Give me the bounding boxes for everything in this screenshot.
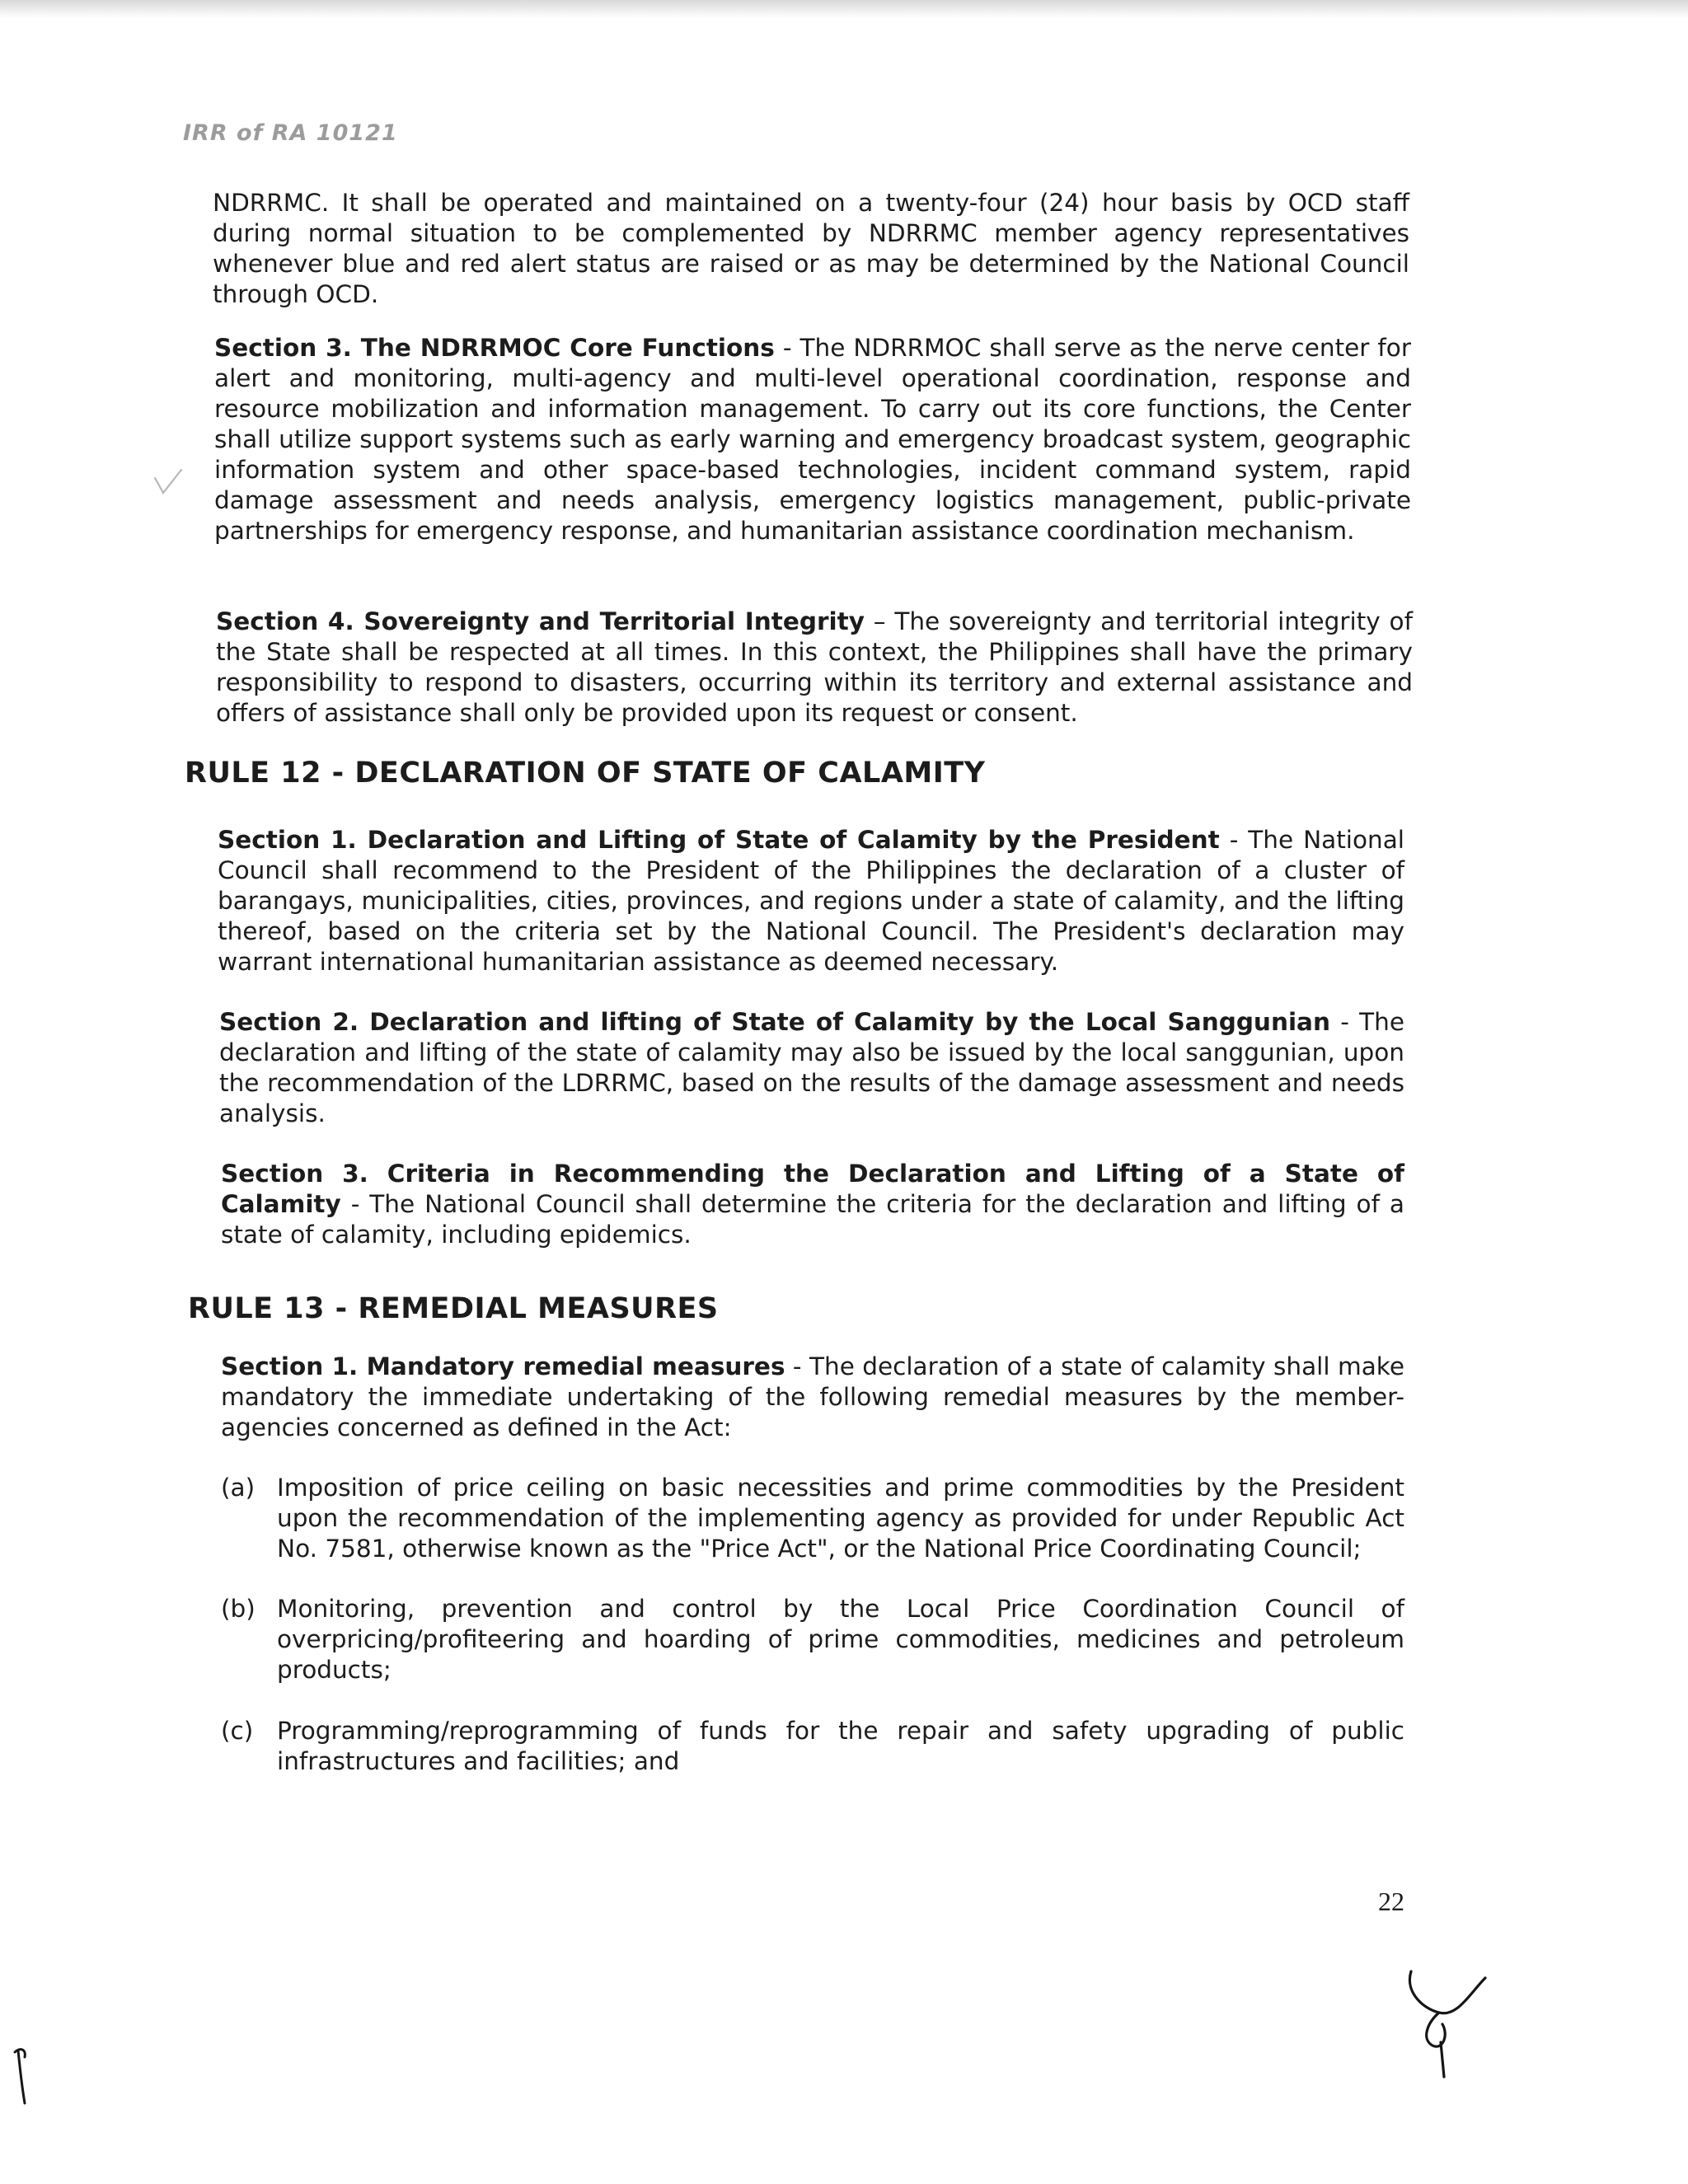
section-title: Section 2. Declaration and lifting of State of Calamity by the Local Sanggunian: [219, 1008, 1330, 1036]
list-item: [221, 1594, 1404, 1685]
section-paragraph: [221, 1352, 1404, 1443]
section-title: Section 3. The NDRRMOC Core Functions: [214, 334, 775, 362]
rule-13-heading: RULE 13 - REMEDIAL MEASURES: [188, 1292, 719, 1325]
section-paragraph: [218, 825, 1404, 977]
section-body: - The declaration of a state of calamity shall make mandatory the immediate undertaking of the following remedial measures by the member-agencies concerned as defined in the Act:: [221, 1352, 1404, 1441]
rule-12-section-3: [221, 1159, 1404, 1250]
remedial-measure-c: [221, 1716, 1404, 1777]
list-item: [221, 1473, 1404, 1564]
rule-12-section-1: [218, 825, 1404, 977]
section-title: Section 1. Mandatory remedial measures: [221, 1352, 785, 1380]
section-title: Section 1. Declaration and Lifting of State of Calamity by the President: [218, 826, 1220, 854]
list-marker: (b): [221, 1595, 256, 1623]
list-marker: (c): [221, 1717, 254, 1745]
section-body: - The National Council shall determine the criteria for the declaration and lifting of a state of calamity, including epidemics.: [221, 1190, 1404, 1249]
section-body: - The National Council shall recommend to the President of the Philippines the declaration of a cluster of barangays, municipalities, cities, provinces, and regions under a state of calamity, and the lifting thereof, based on the criteria set by the National Council. The President's declaration may warrant international humanitarian assistance as deemed necessary.: [218, 826, 1404, 976]
list-marker: (a): [221, 1474, 256, 1502]
rule-12-section-2: [219, 1007, 1404, 1129]
section-paragraph: [216, 607, 1413, 729]
section-body: – The sovereignty and territorial integrity of the State shall be respected at all times. In this context, the Philippines shall have the primary responsibility to respond to disasters, occurring within its territory and external assistance and offers of assistance shall only be provided upon its request or consent.: [216, 607, 1413, 727]
section-body: - The NDRRMOC shall serve as the nerve center for alert and monitoring, multi-agency and multi-level operational coordination, response and resource mobilization and information management. To carry out its core functions, the Center shall utilize support systems such as early warning and emergency broadcast system, geographic information system and other space-based technologies, incident command system, rapid damage assessment and needs analysis, emergency logistics management, public-private partnerships for emergency response, and humanitarian assistance coordination mechanism.: [214, 334, 1411, 545]
section-title: Section 4. Sovereignty and Territorial Integrity: [216, 607, 865, 635]
initial-mark-icon: [7, 2042, 40, 2108]
section-title: Section 3. Criteria in Recommending the Declaration and Lifting of a State of Calamity: [221, 1160, 1404, 1218]
section-4-sovereignty: [216, 607, 1413, 729]
rule-12-heading: RULE 12 - DECLARATION OF STATE OF CALAMITY: [185, 757, 986, 790]
list-item-text: Monitoring, prevention and control by the Local Price Coordination Council of overpricing/profiteering and hoarding of prime commodities, medicines and petroleum products;: [277, 1595, 1404, 1684]
list-item-text: Imposition of price ceiling on basic necessities and prime commodities by the President upon the recommendation of the implementing agency as provided for under Republic Act No. 7581, otherwise known as the "Price Act", or the National Price Coordinating Council;: [277, 1474, 1404, 1563]
section-body: - The declaration and lifting of the state of calamity may also be issued by the local sanggunian, upon the recommendation of the LDRRMC, based on the results of the damage assessment and needs analysis.: [219, 1008, 1405, 1127]
section-paragraph: [214, 333, 1411, 546]
remedial-measure-b: [221, 1594, 1404, 1685]
list-item-text: Programming/reprogramming of funds for the repair and safety upgrading of public infrastructures and facilities; and: [277, 1717, 1404, 1775]
remedial-measure-a: [221, 1473, 1404, 1564]
section-paragraph: [221, 1159, 1404, 1250]
scan-edge-shadow: [0, 0, 1688, 18]
intro-paragraph: [213, 188, 1409, 310]
section-paragraph: [219, 1007, 1404, 1129]
running-header: IRR of RA 10121: [183, 120, 398, 146]
rule-13-section-1: [221, 1352, 1404, 1443]
initials-signature-icon: [1391, 1960, 1498, 2083]
intro-text: NDRRMC. It shall be operated and maintained on a twenty-four (24) hour basis by OCD staff during normal situation to be complemented by NDRRMC member agency representatives whenever blue and red alert status are raised or as may be determined by the National Council through OCD.: [213, 189, 1409, 308]
margin-checkmark-icon: [152, 466, 185, 499]
section-3-core-functions: [214, 333, 1411, 546]
list-item: [221, 1716, 1404, 1777]
page-number: 22: [1378, 1886, 1404, 1916]
